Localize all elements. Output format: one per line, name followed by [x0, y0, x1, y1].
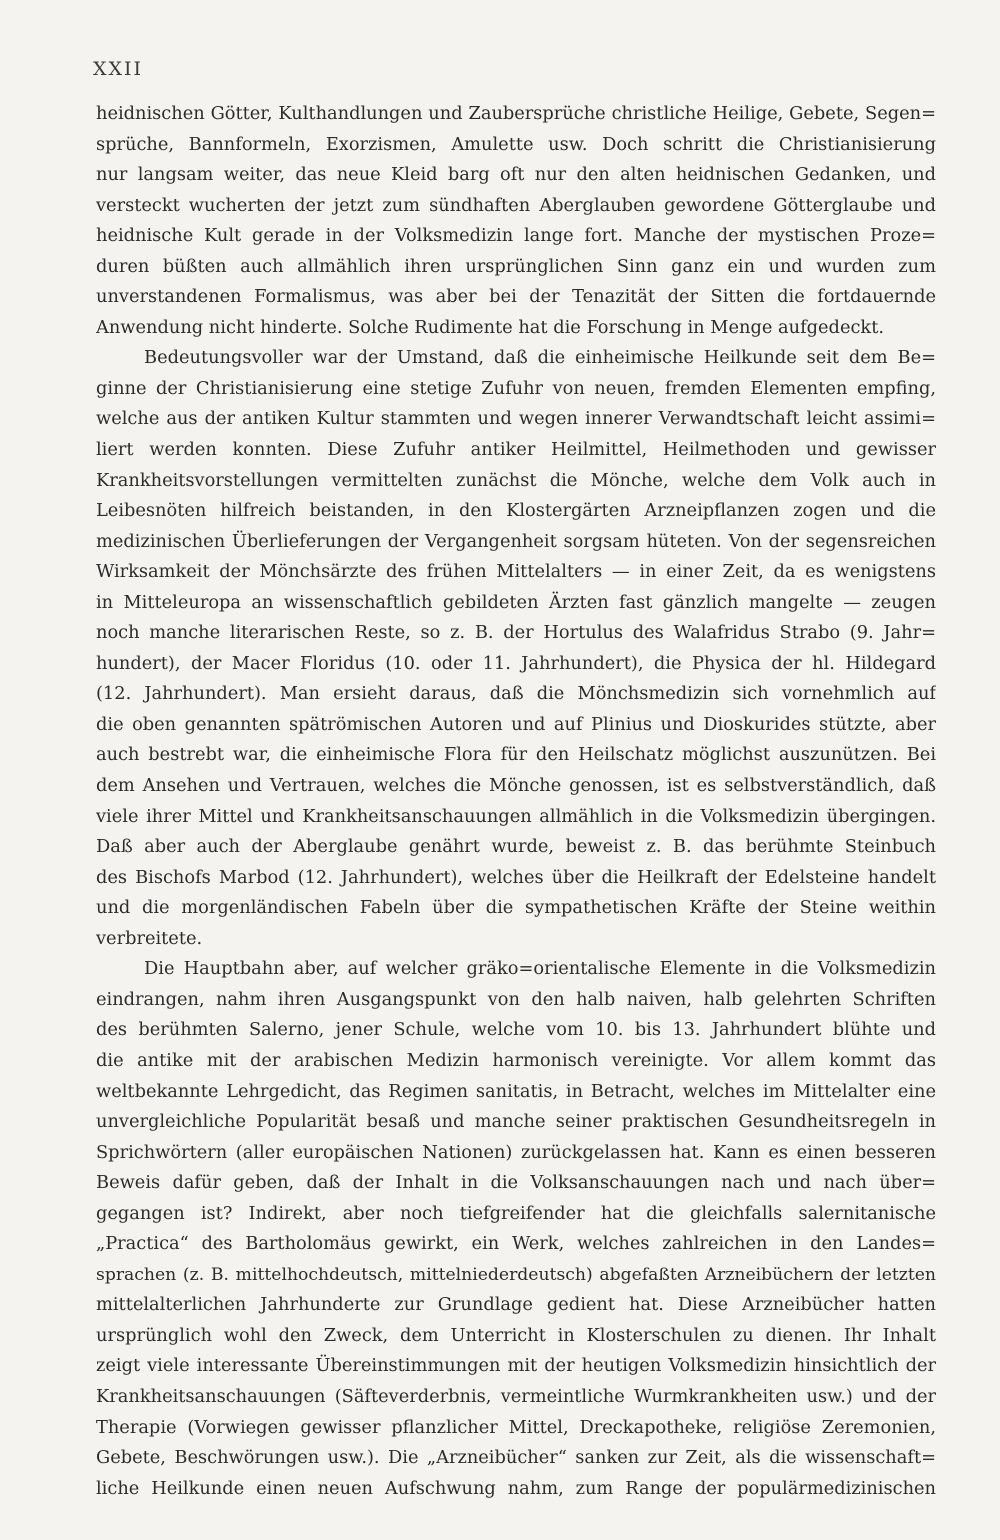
body-text [96, 99, 936, 1504]
text-line: noch manche literarischen Reste, so z. B. der Hortulus des Walafridus Strabo (9. Jahr= [96, 622, 936, 644]
text-line: unvergleichliche Popularität besaß und manche seiner praktischen Gesundheitsregeln in [96, 1111, 936, 1133]
text-line: Sprichwörtern (aller europäischen Nationen) zurückgelassen hat. Kann es einen besseren [96, 1141, 936, 1163]
text-line: Daß aber auch der Aberglaube genährt wurde, beweist z. B. das berühmte Steinbuch [96, 836, 936, 858]
text-line: medizinischen Überlieferungen der Vergangenheit sorgsam hüteten. Von der segensreichen [96, 530, 936, 552]
text-line: die oben genannten spätrömischen Autoren und auf Plinius und Dioskurides stützte, aber [96, 713, 936, 735]
text-line: und die morgenländischen Fabeln über die sympathetischen Kräfte der Steine weithin [96, 897, 936, 919]
text-line: welche aus der antiken Kultur stammten und wegen innerer Verwandtschaft leicht assimi= [96, 408, 936, 430]
text-line: Krankheitsvorstellungen vermittelten zunächst die Mönche, welche dem Volk auch in [96, 469, 936, 491]
text-line: unverstandenen Formalismus, was aber bei der Tenazität der Sitten die fortdauernde [96, 286, 936, 308]
text-line: Wirksamkeit der Mönchsärzte des frühen Mittelalters — in einer Zeit, da es wenigstens [96, 561, 936, 583]
text-line: eindrangen, nahm ihren Ausgangspunkt von den halb naiven, halb gelehrten Schriften [96, 988, 936, 1010]
text-line: Bedeutungsvoller war der Umstand, daß die einheimische Heilkunde seit dem Be= [144, 347, 936, 369]
text-line: viele ihrer Mittel und Krankheitsanschauungen allmählich in die Volksmedizin übergingen. [96, 805, 936, 827]
text-line: Leibesnöten hilfreich beistanden, in den Klostergärten Arzneipflanzen zogen und die [96, 500, 936, 522]
text-line: hundert), der Macer Floridus (10. oder 11. Jahrhundert), die Physica der hl. Hildegard [96, 652, 936, 674]
text-line: liche Heilkunde einen neuen Aufschwung nahm, zum Range der populärmedizinischen [96, 1477, 936, 1499]
text-line: in Mitteleuropa an wissenschaftlich gebildeten Ärzten fast gänzlich mangelte — zeugen [96, 591, 936, 613]
text-line: verbreitete. [96, 927, 203, 949]
text-line: versteckt wucherten der jetzt zum sündhaften Aberglauben gewordene Götterglaube und [96, 194, 936, 216]
text-line: sprüche, Bannformeln, Exorzismen, Amulette usw. Doch schritt die Christianisierung [96, 133, 936, 155]
text-line: heidnische Kult gerade in der Volksmedizin lange fort. Manche der mystischen Proze= [96, 225, 936, 247]
text-line: sprachen (z. B. mittelhochdeutsch, mittelniederdeutsch) abgefaßten Arzneibüchern der letzten [96, 1264, 936, 1285]
text-line: nur langsam weiter, das neue Kleid barg oft nur den alten heidnischen Gedanken, und [96, 164, 936, 186]
text-line: des berühmten Salerno, jener Schule, welche vom 10. bis 13. Jahrhundert blühte und [96, 1019, 936, 1041]
text-line: duren büßten auch allmählich ihren ursprünglichen Sinn ganz ein und wurden zum [96, 255, 936, 277]
text-line: ginne der Christianisierung eine stetige Zufuhr von neuen, fremden Elementen empfing, [96, 377, 936, 399]
text-line: dem Ansehen und Vertrauen, welches die Mönche genossen, ist es selbstverständlich, daß [96, 775, 936, 797]
text-line: ursprünglich wohl den Zweck, dem Unterricht in Klosterschulen zu dienen. Ihr Inhalt [96, 1324, 936, 1346]
text-line: gegangen ist? Indirekt, aber noch tiefgreifender hat die gleichfalls salernitanische [96, 1202, 936, 1224]
text-line: des Bischofs Marbod (12. Jahrhundert), welches über die Heilkraft der Edelsteine handelt [96, 866, 936, 888]
text-line: weltbekannte Lehrgedicht, das Regimen sanitatis, in Betracht, welches im Mittelalter eine [96, 1080, 936, 1102]
text-line: Die Hauptbahn aber, auf welcher gräko=orientalische Elemente in die Volksmedizin [144, 958, 936, 980]
page-number: XXII [93, 58, 144, 80]
text-line: Krankheitsanschauungen (Säfteverderbnis, vermeintliche Wurmkrankheiten usw.) und der [96, 1385, 936, 1407]
text-line: auch bestrebt war, die einheimische Flora für den Heilschatz möglichst auszunützen. Bei [96, 744, 936, 766]
text-line: zeigt viele interessante Übereinstimmungen mit der heutigen Volksmedizin hinsichtlich der [96, 1355, 936, 1377]
text-line: Anwendung nicht hinderte. Solche Rudimente hat die Forschung in Menge aufgedeckt. [96, 316, 884, 338]
text-line: Gebete, Beschwörungen usw.). Die „Arzneibücher“ sanken zur Zeit, als die wissenschaft= [96, 1447, 936, 1469]
text-line: „Practica“ des Bartholomäus gewirkt, ein Werk, welches zahlreichen in den Landes= [96, 1233, 936, 1255]
text-line: liert werden konnten. Diese Zufuhr antiker Heilmittel, Heilmethoden und gewisser [96, 439, 936, 461]
text-line: heidnischen Götter, Kulthandlungen und Zaubersprüche christliche Heilige, Gebete, Segen= [96, 103, 936, 124]
text-line: mittelalterlichen Jahrhunderte zur Grundlage gedient hat. Diese Arzneibücher hatten [96, 1294, 936, 1316]
text-line: Beweis dafür geben, daß der Inhalt in die Volksanschauungen nach und nach über= [96, 1172, 936, 1194]
text-line: die antike mit der arabischen Medizin harmonisch vereinigte. Vor allem kommt das [96, 1049, 936, 1071]
text-line: (12. Jahrhundert). Man ersieht daraus, daß die Mönchsmedizin sich vornehmlich auf [96, 683, 936, 705]
text-line: Therapie (Vorwiegen gewisser pflanzlicher Mittel, Dreckapotheke, religiöse Zeremonien, [96, 1416, 936, 1438]
